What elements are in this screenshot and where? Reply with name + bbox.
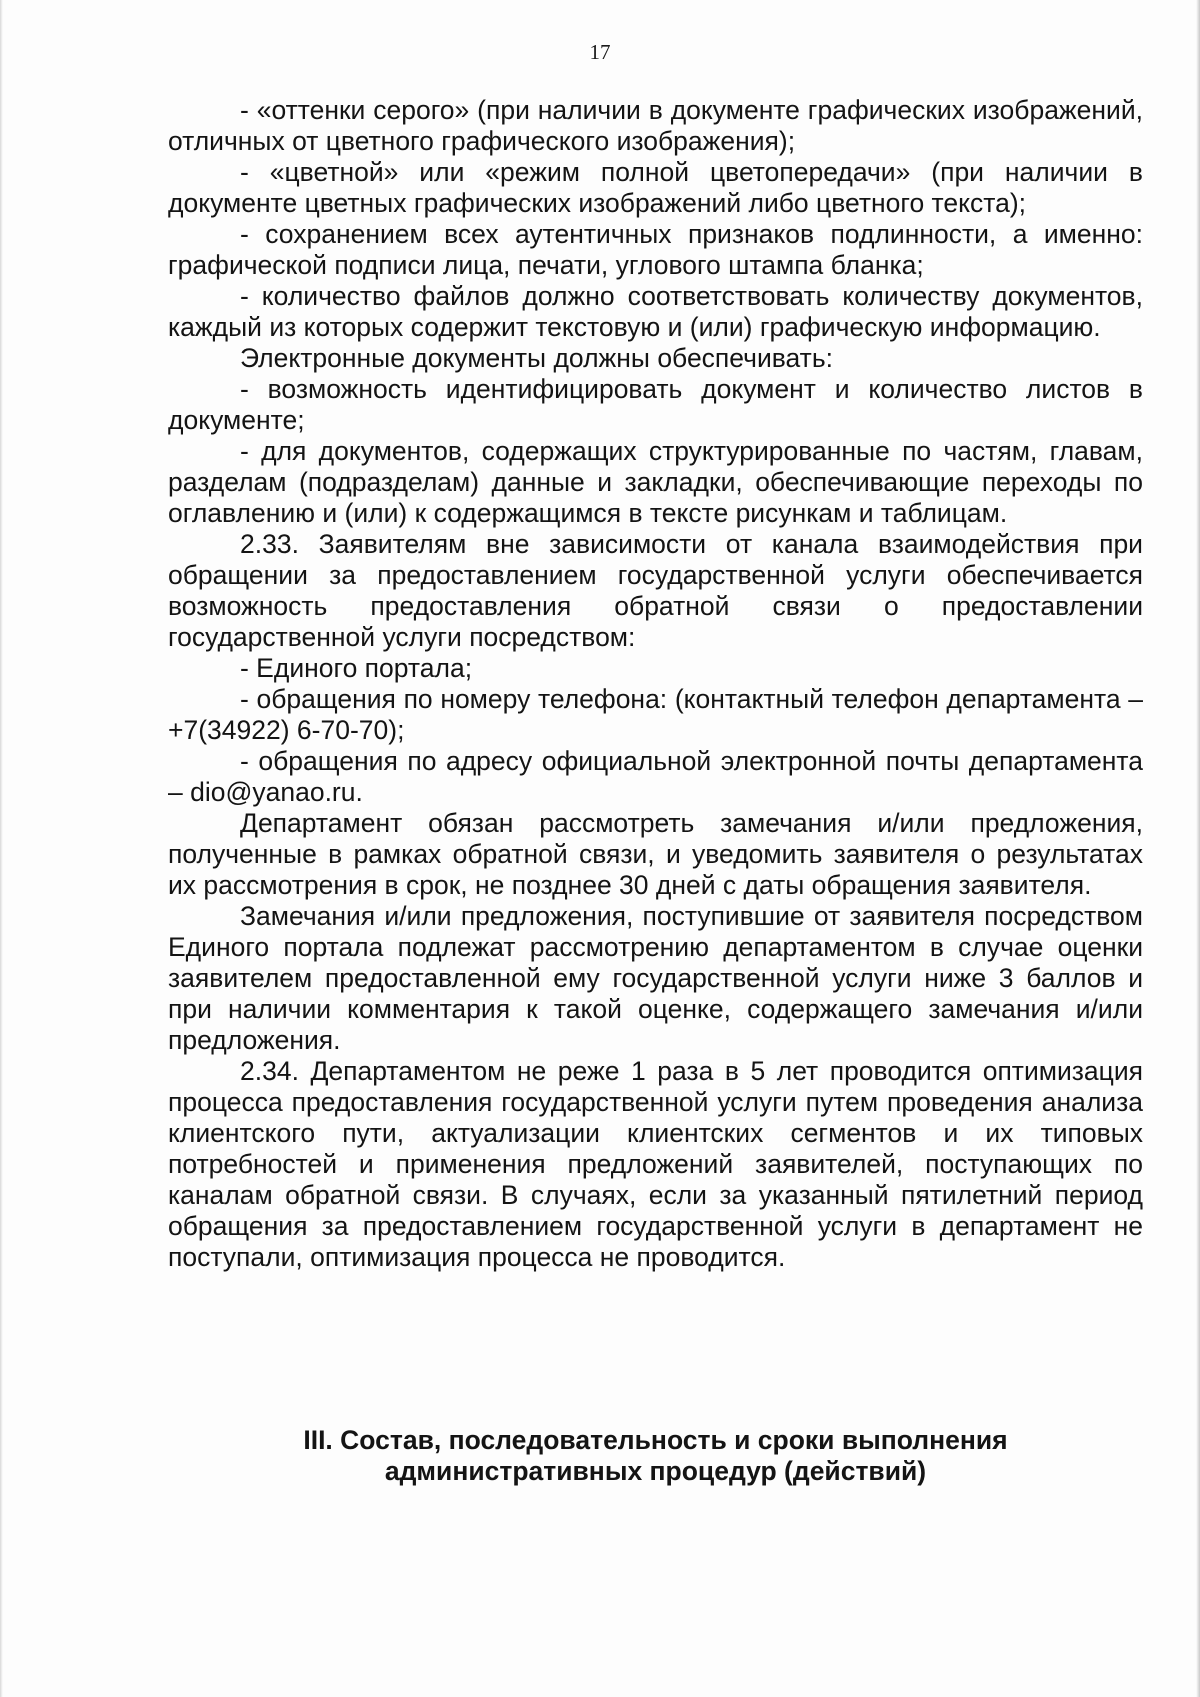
page-number: 17 <box>589 40 611 64</box>
scan-edge-left <box>0 0 3 1697</box>
section-heading <box>168 1425 1143 1487</box>
paragraph-single-portal: - Единого портала; <box>240 653 473 683</box>
paragraph-authenticity: - сохранением всех аутентичных признаков подлинности, а именно: графической подписи лица, печати, углового штампа бланка; <box>168 219 1143 280</box>
paragraph-structured-docs: - для документов, содержащих структурированные по частям, главам, разделам (подразделам) данные и закладки, обеспечивающие переходы по оглавлению и (или) к содержащимся в тексте рисункам и таблицам. <box>168 436 1143 528</box>
paragraph-electronic-docs: Электронные документы должны обеспечивать: <box>240 343 833 373</box>
paragraph-phone: - обращения по номеру телефона: (контактный телефон департамента – +7(34922) 6-70-70); <box>168 684 1143 745</box>
paragraph-identify-document: - возможность идентифицировать документ и количество листов в документе; <box>168 374 1143 435</box>
paragraph-department-obliged: Департамент обязан рассмотреть замечания и/или предложения, полученные в рамках обратной связи, и уведомить заявителя о результатах их рассмотрения в срок, не позднее 30 дней с даты обращения заявителя. <box>168 808 1143 900</box>
section-heading-line2: административных процедур (действий) <box>384 1456 927 1486</box>
scan-edge-right <box>1196 0 1200 1697</box>
paragraph-2-33: 2.33. Заявителям вне зависимости от канала взаимодействия при обращении за предоставлением государственной услуги обеспечивается возможность предоставления обратной связи о предоставлении государственной услуги посредством: <box>168 529 1143 652</box>
paragraph-email: - обращения по адресу официальной электронной почты департамента – dio@yanao.ru. <box>168 746 1143 807</box>
paragraph-2-34: 2.34. Департаментом не реже 1 раза в 5 лет проводится оптимизация процесса предоставления государственной услуги путем проведения анализа клиентского пути, актуализации клиентских сегментов и их типовых потребностей и применения предложений заявителей, поступающих по каналам обратной связи. В случаях, если за указанный пятилетний период обращения за предоставлением государственной услуги в департамент не поступали, оптимизация процесса не проводится. <box>168 1056 1143 1272</box>
paragraph-remarks: Замечания и/или предложения, поступившие от заявителя посредством Единого портала подлежат рассмотрению департаментом в случае оценки заявителем предоставленной ему государственной услуги ниже 3 баллов и при наличии комментария к такой оценке, содержащего замечания и/или предложения. <box>168 901 1143 1055</box>
paragraph-color-mode: - «цветной» или «режим полной цветопередачи» (при наличии в документе цветных графических изображений либо цветного текста); <box>168 157 1143 218</box>
body-text <box>168 95 1143 1273</box>
paragraph-grayscale: - «оттенки серого» (при наличии в документе графических изображений, отличных от цветного графического изображения); <box>168 95 1143 156</box>
paragraph-file-count: - количество файлов должно соответствовать количеству документов, каждый из которых содержит текстовую и (или) графическую информацию. <box>168 281 1143 342</box>
section-heading-line1: III. Состав, последовательность и сроки выполнения <box>303 1425 1008 1455</box>
